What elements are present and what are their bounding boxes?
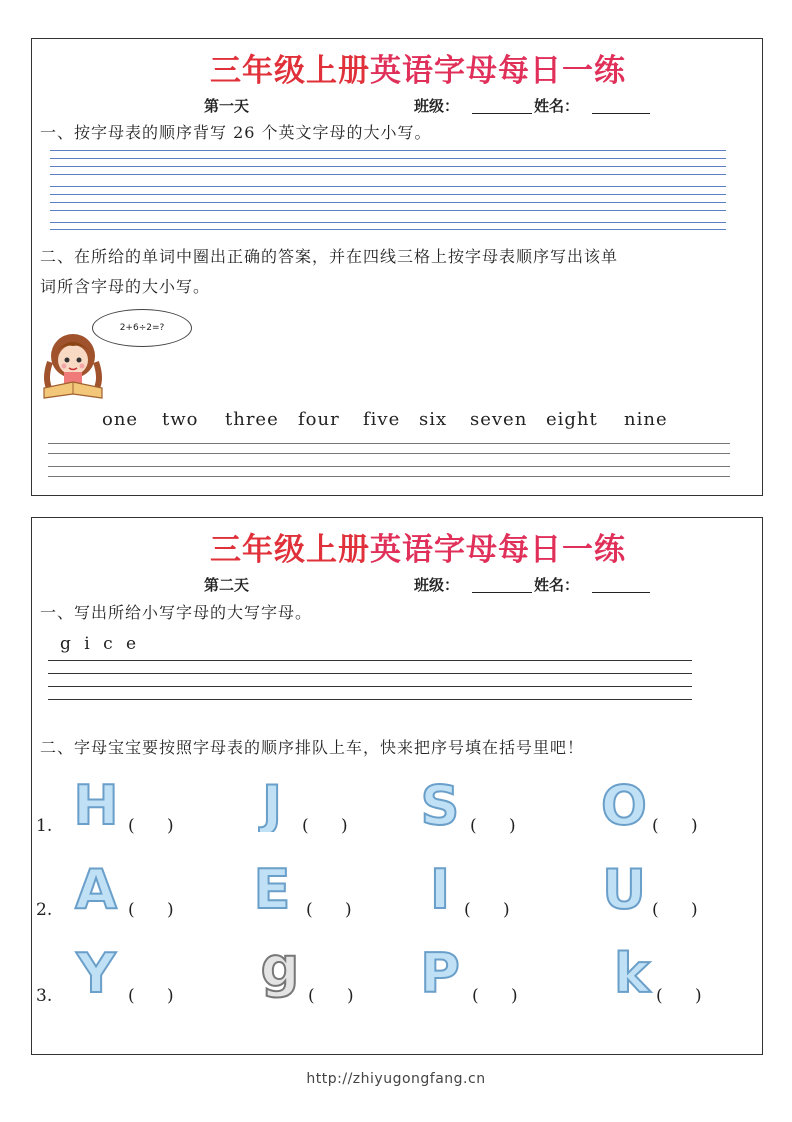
question-2-line-1: 二、在所给的单词中圈出正确的答案，并在四线三格上按字母表顺序写出该单 <box>40 247 619 266</box>
answer-parentheses[interactable]: ( ) <box>472 986 518 1006</box>
letter-g-icon <box>252 940 308 1008</box>
svg-text:H: H <box>73 774 119 832</box>
answer-parentheses[interactable]: ( ) <box>128 900 174 920</box>
letter-h-icon <box>68 772 124 836</box>
letter-j-icon <box>244 772 300 836</box>
question-2: 二、字母宝宝要按照字母表的顺序排队上车，快来把序号填在括号里吧！ <box>40 738 585 757</box>
word-option[interactable]: eight <box>546 409 598 430</box>
sheet-title: 三年级上册英语字母每日一练 <box>210 53 626 89</box>
footer-url[interactable]: http://zhiyugongfang.cn <box>306 1071 486 1087</box>
word-option[interactable]: two <box>162 409 199 430</box>
question-1: 一、写出所给小写字母的大写字母。 <box>40 603 313 622</box>
answer-parentheses[interactable]: ( ) <box>128 816 174 836</box>
letter-k-icon <box>604 940 660 1004</box>
header-row <box>32 572 762 596</box>
class-blank[interactable] <box>472 113 532 114</box>
name-blank[interactable] <box>592 592 650 593</box>
row-number: 3. <box>36 986 53 1006</box>
row-number: 2. <box>36 900 53 920</box>
svg-text:J: J <box>261 774 283 832</box>
letter-p-icon <box>412 940 468 1004</box>
svg-text:g: g <box>260 940 300 999</box>
word-option[interactable]: five <box>363 409 401 430</box>
letter-e-icon <box>244 856 300 920</box>
class-label: 班级： <box>414 576 460 594</box>
answer-parentheses[interactable]: ( ) <box>652 900 698 920</box>
svg-text:A: A <box>75 858 117 916</box>
class-blank[interactable] <box>472 592 532 593</box>
answer-parentheses[interactable]: ( ) <box>128 986 174 1006</box>
speech-bubble: 2+6÷2=? <box>92 309 192 347</box>
day-label: 第一天 <box>204 97 250 115</box>
name-label: 姓名： <box>534 576 580 594</box>
letter-y-icon <box>68 940 124 1004</box>
letter-i-icon <box>412 856 468 920</box>
day-label: 第二天 <box>204 576 250 594</box>
answer-parentheses[interactable]: ( ) <box>464 900 510 920</box>
letter-s-icon <box>412 772 468 836</box>
letter-u-icon <box>596 856 652 920</box>
name-label: 姓名： <box>534 97 580 115</box>
answer-parentheses[interactable]: ( ) <box>302 816 348 836</box>
header-row <box>32 93 762 117</box>
name-blank[interactable] <box>592 113 650 114</box>
word-option[interactable]: seven <box>470 409 528 430</box>
letter-o-icon <box>596 772 652 836</box>
svg-text:k: k <box>614 942 650 1000</box>
svg-text:O: O <box>601 774 647 832</box>
answer-parentheses[interactable]: ( ) <box>656 986 702 1006</box>
worksheet-day-1 <box>31 38 763 496</box>
word-option[interactable]: one <box>102 409 139 430</box>
svg-text:E: E <box>253 858 291 916</box>
svg-text:S: S <box>420 774 460 832</box>
svg-text:P: P <box>420 942 460 1000</box>
question-2-line-2: 词所含字母的大小写。 <box>40 277 211 296</box>
answer-parentheses[interactable]: ( ) <box>308 986 354 1006</box>
sheet-title: 三年级上册英语字母每日一练 <box>210 532 626 568</box>
answer-parentheses[interactable]: ( ) <box>306 900 352 920</box>
row-number: 1. <box>36 816 53 836</box>
worksheet-day-2 <box>31 517 763 1055</box>
given-lowercase-letters: g i c e <box>60 634 141 654</box>
svg-text:U: U <box>602 858 646 916</box>
question-1: 一、按字母表的顺序背写 26 个英文字母的大小写。 <box>40 123 432 142</box>
answer-parentheses[interactable]: ( ) <box>652 816 698 836</box>
girl-reading-icon <box>40 324 110 408</box>
svg-text:I: I <box>429 858 451 916</box>
word-option[interactable]: four <box>298 409 340 430</box>
svg-text:Y: Y <box>76 942 116 1000</box>
class-label: 班级： <box>414 97 460 115</box>
word-option[interactable]: nine <box>624 409 668 430</box>
letter-a-icon <box>68 856 124 920</box>
word-option[interactable]: six <box>419 409 448 430</box>
word-option[interactable]: three <box>225 409 279 430</box>
answer-parentheses[interactable]: ( ) <box>470 816 516 836</box>
